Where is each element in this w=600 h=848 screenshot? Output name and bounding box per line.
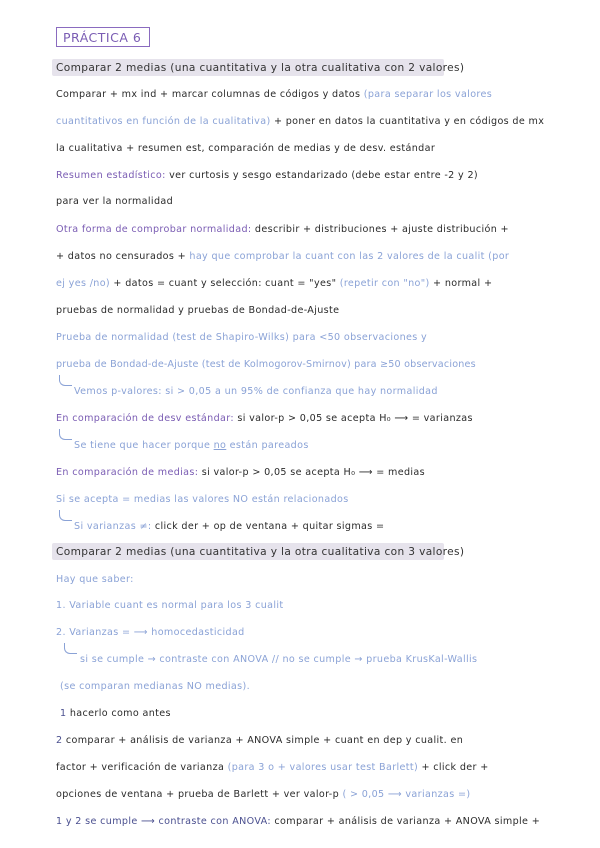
note-line: Si varianzas ≠: click der + op de ventana + quitar sigmas =	[74, 521, 385, 532]
arrow-hook-icon	[64, 643, 77, 654]
page-title: PRÁCTICA 6	[56, 27, 150, 47]
note-line: prueba de Bondad-de-Ajuste (test de Kolmogorov-Smirnov) para ≥50 observaciones	[56, 359, 476, 370]
note-line: Resumen estadístico: ver curtosis y sesgo estandarizado (debe estar entre -2 y 2)	[56, 170, 479, 181]
note-line: Prueba de normalidad (test de Shapiro-Wilks) para <50 observaciones y	[56, 332, 428, 343]
note-line: pruebas de normalidad y pruebas de Bondad-de-Ajuste	[56, 305, 340, 316]
note-line: para ver la normalidad	[56, 196, 174, 207]
note-line: En comparación de desv estándar: si valor-p > 0,05 se acepta H₀ ⟶ = varianzas	[56, 413, 473, 424]
note-line: opciones de ventana + prueba de Barlett + ver valor-p ( > 0,05 ⟶ varianzas =)	[56, 789, 471, 800]
note-line: 2. Varianzas = ⟶ homocedasticidad	[56, 627, 245, 638]
note-line: cuantitativos en función de la cualitativa) + poner en datos la cuantitativa y en códigos de mx	[56, 116, 545, 127]
note-line: si se cumple → contraste con ANOVA // no se cumple → prueba KrusKal-Wallis	[80, 654, 478, 665]
note-line: 1 y 2 se cumple ⟶ contraste con ANOVA: comparar + análisis de varianza + ANOVA simple +	[56, 816, 541, 827]
note-line: Comparar + mx ind + marcar columnas de códigos y datos (para separar los valores	[56, 89, 493, 100]
note-line: Se tiene que hacer porque no están pareados	[74, 440, 309, 451]
note-line: (se comparan medianas NO medias).	[60, 681, 250, 692]
note-line: Hay que saber:	[56, 574, 134, 585]
note-line: factor + verificación de varianza (para 3 o + valores usar test Barlett) + click der +	[56, 762, 489, 773]
section-heading-3-values: Comparar 2 medias (una cuantitativa y la otra cualitativa con 3 valores)	[56, 546, 465, 558]
note-line: la cualitativa + resumen est, comparación de medias y de desv. estándar	[56, 143, 436, 154]
note-line: Si se acepta = medias las valores NO están relacionados	[56, 494, 349, 505]
arrow-hook-icon	[59, 429, 72, 440]
note-line: + datos no censurados + hay que comprobar la cuant con las 2 valores de la cualit (por	[56, 251, 510, 262]
section-heading-2-values: Comparar 2 medias (una cuantitativa y la otra cualitativa con 2 valores)	[56, 62, 465, 74]
arrow-hook-icon	[59, 375, 72, 386]
note-line: 1 hacerlo como antes	[60, 708, 171, 719]
note-line: Vemos p-valores: si > 0,05 a un 95% de confianza que hay normalidad	[74, 386, 438, 397]
note-line: 2 comparar + análisis de varianza + ANOVA simple + cuant en dep y cualit. en	[56, 735, 464, 746]
arrow-hook-icon	[59, 510, 72, 521]
note-line: 1. Variable cuant es normal para los 3 cualit	[56, 600, 284, 611]
note-line: ej yes /no) + datos = cuant y selección: cuant = "yes" (repetir con "no") + normal +	[56, 278, 493, 289]
note-line: Otra forma de comprobar normalidad: describir + distribuciones + ajuste distribución +	[56, 224, 509, 235]
note-line: En comparación de medias: si valor-p > 0,05 se acepta H₀ ⟶ = medias	[56, 467, 425, 478]
